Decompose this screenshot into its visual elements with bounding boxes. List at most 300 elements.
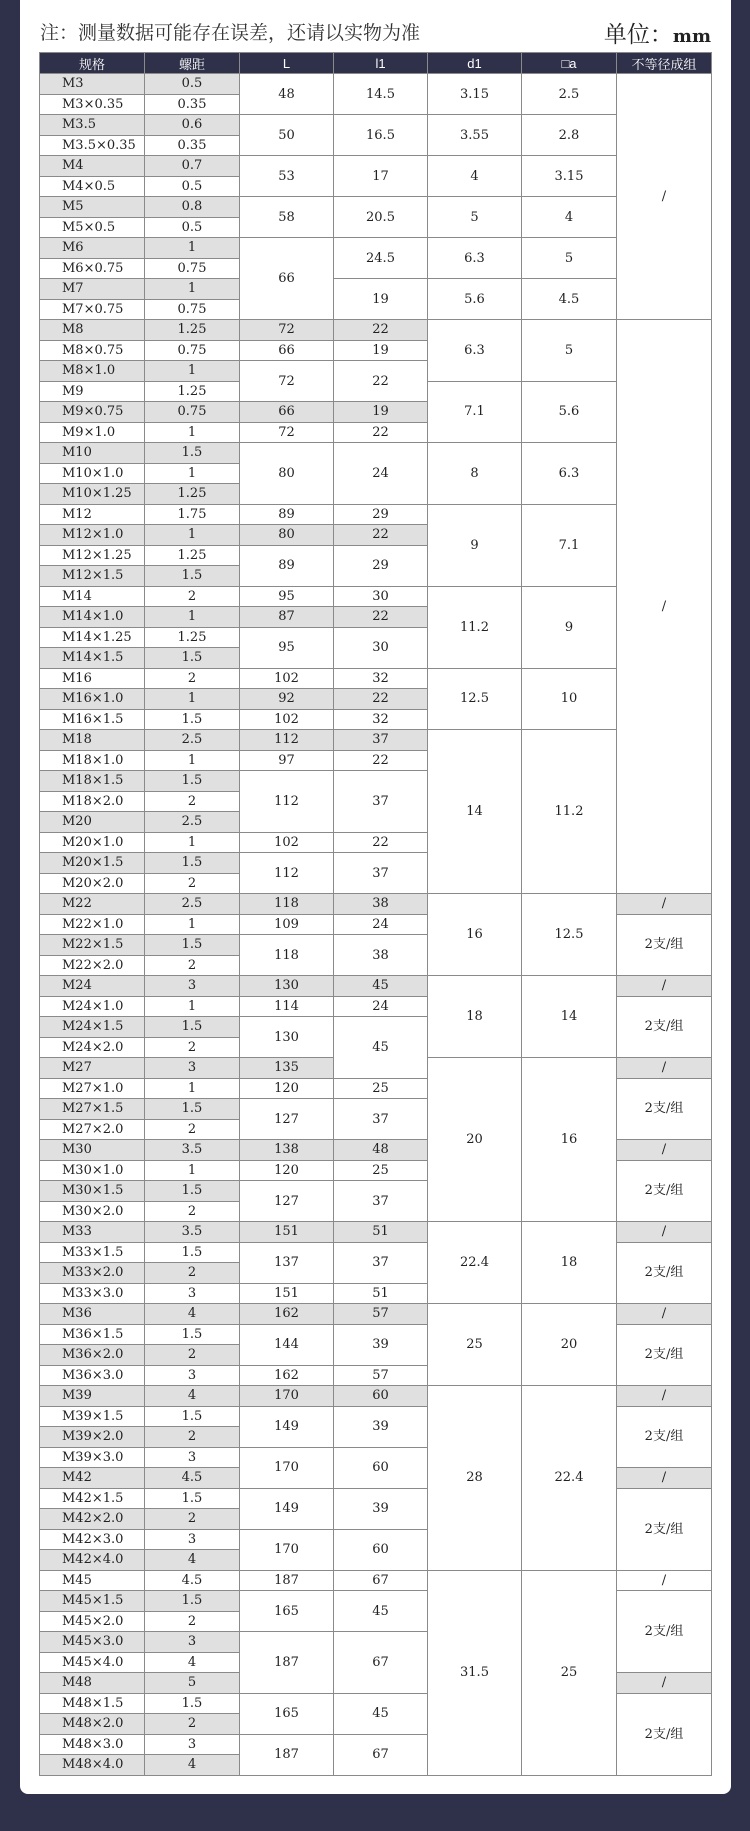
table-cell: 112	[240, 853, 334, 894]
spec-cell: M8	[40, 320, 145, 341]
pitch-cell: 4	[145, 1386, 240, 1407]
table-cell: 89	[240, 545, 334, 586]
spec-cell: M45×3.0	[40, 1632, 145, 1653]
table-cell: 22	[334, 832, 428, 853]
table-cell: 5.6	[428, 279, 522, 320]
table-cell: 165	[240, 1693, 334, 1734]
table-cell: 25	[334, 1160, 428, 1181]
pitch-cell: 4	[145, 1304, 240, 1325]
table-cell: 20	[428, 1058, 522, 1222]
table-row	[40, 504, 712, 525]
table-cell: 22	[334, 525, 428, 546]
header-square: □a	[522, 53, 617, 74]
table-cell: 45	[334, 1591, 428, 1632]
pitch-cell: 4	[145, 1550, 240, 1571]
pitch-cell: 3	[145, 1529, 240, 1550]
table-row	[40, 1304, 712, 1325]
table-cell: 165	[240, 1591, 334, 1632]
spec-cell: M45×4.0	[40, 1652, 145, 1673]
spec-cell: M30×2.0	[40, 1201, 145, 1222]
pitch-cell: 2	[145, 1427, 240, 1448]
header-l1: l1	[334, 53, 428, 74]
table-cell: 37	[334, 1099, 428, 1140]
table-cell: 2支/组	[617, 996, 712, 1058]
spec-cell: M36×3.0	[40, 1365, 145, 1386]
spec-cell: M27×1.0	[40, 1078, 145, 1099]
table-row	[40, 894, 712, 915]
table-cell: 25	[522, 1570, 617, 1775]
table-cell: 95	[240, 627, 334, 668]
table-cell: 72	[240, 361, 334, 402]
table-cell: 114	[240, 996, 334, 1017]
table-cell: 130	[240, 976, 334, 997]
spec-cell: M36	[40, 1304, 145, 1325]
pitch-cell: 4.5	[145, 1570, 240, 1591]
pitch-cell: 3	[145, 1365, 240, 1386]
table-row	[40, 443, 712, 464]
spec-cell: M18×1.5	[40, 771, 145, 792]
pitch-cell: 2	[145, 1714, 240, 1735]
table-cell: 170	[240, 1529, 334, 1570]
table-cell: 48	[240, 74, 334, 115]
spec-cell: M42×3.0	[40, 1529, 145, 1550]
spec-cell: M5×0.5	[40, 217, 145, 238]
table-cell: 2支/组	[617, 1078, 712, 1140]
spec-cell: M6×0.75	[40, 258, 145, 279]
table-cell: 28	[428, 1386, 522, 1571]
table-cell: 109	[240, 914, 334, 935]
table-cell: 24	[334, 914, 428, 935]
table-cell: 7.1	[522, 504, 617, 586]
table-cell: 92	[240, 689, 334, 710]
table-cell: 31.5	[428, 1570, 522, 1775]
pitch-cell: 3	[145, 976, 240, 997]
header-group: 不等径成组	[617, 53, 712, 74]
pitch-cell: 1.5	[145, 1242, 240, 1263]
spec-cell: M30×1.5	[40, 1181, 145, 1202]
table-cell: 37	[334, 1181, 428, 1222]
table-cell: 22	[334, 750, 428, 771]
pitch-cell: 2	[145, 1037, 240, 1058]
table-cell: 102	[240, 832, 334, 853]
table-row	[40, 156, 712, 177]
table-cell: 53	[240, 156, 334, 197]
table-cell: /	[617, 1386, 712, 1407]
header-d1: d1	[428, 53, 522, 74]
table-cell: 170	[240, 1447, 334, 1488]
pitch-cell: 1.25	[145, 381, 240, 402]
table-cell: 51	[334, 1222, 428, 1243]
table-cell: /	[617, 1304, 712, 1325]
spec-cell: M10	[40, 443, 145, 464]
table-cell: 37	[334, 1242, 428, 1283]
pitch-cell: 3.5	[145, 1140, 240, 1161]
pitch-cell: 1.5	[145, 1488, 240, 1509]
table-row	[40, 586, 712, 607]
pitch-cell: 1.25	[145, 320, 240, 341]
spec-cell: M18	[40, 730, 145, 751]
pitch-cell: 3	[145, 1283, 240, 1304]
table-cell: 2支/组	[617, 1693, 712, 1775]
pitch-cell: 1.5	[145, 709, 240, 730]
pitch-cell: 0.35	[145, 94, 240, 115]
table-cell: 38	[334, 935, 428, 976]
pitch-cell: 2	[145, 1263, 240, 1284]
pitch-cell: 1.5	[145, 648, 240, 669]
spec-cell: M48	[40, 1673, 145, 1694]
table-cell: 60	[334, 1386, 428, 1407]
table-cell: /	[617, 74, 712, 320]
spec-cell: M48×2.0	[40, 1714, 145, 1735]
spec-cell: M14×1.0	[40, 607, 145, 628]
table-cell: 45	[334, 1017, 428, 1079]
pitch-cell: 2	[145, 1611, 240, 1632]
pitch-cell: 1.5	[145, 1406, 240, 1427]
spec-cell: M42	[40, 1468, 145, 1489]
pitch-cell: 3	[145, 1734, 240, 1755]
spec-cell: M27×2.0	[40, 1119, 145, 1140]
pitch-cell: 1.25	[145, 545, 240, 566]
pitch-cell: 2.5	[145, 812, 240, 833]
pitch-cell: 3	[145, 1632, 240, 1653]
table-cell: 120	[240, 1078, 334, 1099]
unit-value: mm	[672, 26, 711, 47]
table-cell: 5	[522, 238, 617, 279]
table-cell: 2支/组	[617, 1488, 712, 1570]
table-cell: 72	[240, 422, 334, 443]
pitch-cell: 0.75	[145, 299, 240, 320]
header-pitch: 螺距	[145, 53, 240, 74]
spec-cell: M7×0.75	[40, 299, 145, 320]
table-row	[40, 730, 712, 751]
pitch-cell: 2	[145, 1345, 240, 1366]
spec-cell: M45	[40, 1570, 145, 1591]
table-cell: 14	[522, 976, 617, 1058]
spec-cell: M18×1.0	[40, 750, 145, 771]
table-cell: 138	[240, 1140, 334, 1161]
table-cell: 22	[334, 607, 428, 628]
table-cell: 112	[240, 771, 334, 833]
table-cell: 130	[240, 1017, 334, 1058]
pitch-cell: 1.5	[145, 1099, 240, 1120]
spec-cell: M3×0.35	[40, 94, 145, 115]
pitch-cell: 2.5	[145, 730, 240, 751]
table-cell: 112	[240, 730, 334, 751]
table-cell: 57	[334, 1365, 428, 1386]
table-cell: 135	[240, 1058, 334, 1079]
pitch-cell: 1	[145, 1160, 240, 1181]
pitch-cell: 0.7	[145, 156, 240, 177]
table-cell: 162	[240, 1304, 334, 1325]
pitch-cell: 2	[145, 955, 240, 976]
table-cell: 24	[334, 996, 428, 1017]
table-body	[40, 74, 712, 1776]
table-cell: 7.1	[428, 381, 522, 443]
pitch-cell: 0.75	[145, 402, 240, 423]
spec-cell: M33×3.0	[40, 1283, 145, 1304]
pitch-cell: 1.5	[145, 443, 240, 464]
spec-cell: M39	[40, 1386, 145, 1407]
spec-cell: M22×1.5	[40, 935, 145, 956]
table-cell: 67	[334, 1734, 428, 1775]
table-cell: 187	[240, 1734, 334, 1775]
table-cell: 5.6	[522, 381, 617, 443]
pitch-cell: 5	[145, 1673, 240, 1694]
pitch-cell: 2	[145, 668, 240, 689]
table-cell: 87	[240, 607, 334, 628]
table-cell: 6.3	[428, 238, 522, 279]
table-cell: /	[617, 1673, 712, 1694]
measurement-note: 注：测量数据可能存在误差，还请以实物为准	[40, 22, 421, 44]
spec-cell: M36×1.5	[40, 1324, 145, 1345]
spec-cell: M33×2.0	[40, 1263, 145, 1284]
spec-cell: M20×1.5	[40, 853, 145, 874]
table-cell: 144	[240, 1324, 334, 1365]
pitch-cell: 2	[145, 586, 240, 607]
spec-cell: M24×1.5	[40, 1017, 145, 1038]
table-cell: 22	[334, 689, 428, 710]
table-cell: 14.5	[334, 74, 428, 115]
table-row	[40, 74, 712, 95]
pitch-cell: 2	[145, 791, 240, 812]
table-cell: 67	[334, 1570, 428, 1591]
table-cell: 2支/组	[617, 1324, 712, 1386]
table-row	[40, 976, 712, 997]
table-row	[40, 1386, 712, 1407]
table-cell: 39	[334, 1406, 428, 1447]
table-cell: 97	[240, 750, 334, 771]
pitch-cell: 2	[145, 1509, 240, 1530]
pitch-cell: 0.75	[145, 340, 240, 361]
spec-cell: M42×2.0	[40, 1509, 145, 1530]
pitch-cell: 1.5	[145, 771, 240, 792]
table-cell: 4.5	[522, 279, 617, 320]
table-cell: 137	[240, 1242, 334, 1283]
spec-cell: M5	[40, 197, 145, 218]
pitch-cell: 1.5	[145, 853, 240, 874]
pitch-cell: 1	[145, 607, 240, 628]
table-cell: 22.4	[522, 1386, 617, 1571]
table-cell: 39	[334, 1324, 428, 1365]
table-cell: 19	[334, 279, 428, 320]
table-cell: 95	[240, 586, 334, 607]
table-cell: 20	[522, 1304, 617, 1386]
header-spec: 规格	[40, 53, 145, 74]
table-cell: /	[617, 1222, 712, 1243]
content-card	[20, 0, 731, 1794]
table-row	[40, 115, 712, 136]
table-cell: 58	[240, 197, 334, 238]
pitch-cell: 0.5	[145, 74, 240, 95]
pitch-cell: 3.5	[145, 1222, 240, 1243]
table-cell: 5	[428, 197, 522, 238]
pitch-cell: 2.5	[145, 894, 240, 915]
spec-cell: M27	[40, 1058, 145, 1079]
spec-cell: M12	[40, 504, 145, 525]
pitch-cell: 1.5	[145, 1017, 240, 1038]
table-cell: 118	[240, 935, 334, 976]
spec-cell: M14×1.25	[40, 627, 145, 648]
pitch-cell: 1	[145, 361, 240, 382]
table-cell: 9	[522, 586, 617, 668]
table-row	[40, 279, 712, 300]
spec-cell: M48×1.5	[40, 1693, 145, 1714]
pitch-cell: 0.5	[145, 176, 240, 197]
table-cell: 29	[334, 545, 428, 586]
table-cell: 187	[240, 1632, 334, 1694]
table-cell: 102	[240, 668, 334, 689]
table-cell: 16	[522, 1058, 617, 1222]
spec-cell: M9	[40, 381, 145, 402]
table-cell: 149	[240, 1488, 334, 1529]
table-cell: 19	[334, 340, 428, 361]
spec-cell: M33×1.5	[40, 1242, 145, 1263]
spec-cell: M16	[40, 668, 145, 689]
table-cell: 48	[334, 1140, 428, 1161]
pitch-cell: 4	[145, 1652, 240, 1673]
table-cell: 187	[240, 1570, 334, 1591]
table-cell: /	[617, 320, 712, 894]
table-cell: 162	[240, 1365, 334, 1386]
spec-cell: M7	[40, 279, 145, 300]
table-cell: 18	[428, 976, 522, 1058]
table-cell: 8	[428, 443, 522, 505]
pitch-cell: 1.25	[145, 484, 240, 505]
table-cell: 57	[334, 1304, 428, 1325]
table-cell: 120	[240, 1160, 334, 1181]
pitch-cell: 1	[145, 1078, 240, 1099]
pitch-cell: 1	[145, 463, 240, 484]
pitch-cell: 0.35	[145, 135, 240, 156]
table-cell: 80	[240, 525, 334, 546]
pitch-cell: 4	[145, 1755, 240, 1776]
table-row	[40, 238, 712, 259]
spec-cell: M16×1.5	[40, 709, 145, 730]
table-cell: 80	[240, 443, 334, 505]
table-cell: /	[617, 894, 712, 915]
spec-table	[39, 52, 712, 1776]
table-cell: 102	[240, 709, 334, 730]
table-cell: 19	[334, 402, 428, 423]
spec-cell: M6	[40, 238, 145, 259]
table-cell: 60	[334, 1447, 428, 1488]
pitch-cell: 1.5	[145, 1591, 240, 1612]
table-cell: 6.3	[522, 443, 617, 505]
table-cell: 2支/组	[617, 1242, 712, 1304]
spec-cell: M48×4.0	[40, 1755, 145, 1776]
table-cell: 18	[522, 1222, 617, 1304]
table-cell: 3.15	[522, 156, 617, 197]
table-cell: 4	[522, 197, 617, 238]
spec-cell: M12×1.5	[40, 566, 145, 587]
table-cell: 11.2	[428, 586, 522, 668]
pitch-cell: 3	[145, 1058, 240, 1079]
spec-cell: M3.5×0.35	[40, 135, 145, 156]
table-cell: 14	[428, 730, 522, 894]
spec-cell: M42×1.5	[40, 1488, 145, 1509]
pitch-cell: 1	[145, 525, 240, 546]
table-cell: 10	[522, 668, 617, 730]
table-cell: 12.5	[428, 668, 522, 730]
table-cell: 45	[334, 1693, 428, 1734]
table-cell: 39	[334, 1488, 428, 1529]
table-cell: 16	[428, 894, 522, 976]
table-cell: 16.5	[334, 115, 428, 156]
table-cell: 11.2	[522, 730, 617, 894]
table-cell: 2支/组	[617, 1591, 712, 1673]
pitch-cell: 0.8	[145, 197, 240, 218]
pitch-cell: 2	[145, 873, 240, 894]
pitch-cell: 1.5	[145, 935, 240, 956]
table-cell: 151	[240, 1283, 334, 1304]
pitch-cell: 1.5	[145, 1693, 240, 1714]
table-cell: 2.5	[522, 74, 617, 115]
table-cell: /	[617, 1058, 712, 1079]
table-cell: 66	[240, 238, 334, 320]
spec-cell: M36×2.0	[40, 1345, 145, 1366]
spec-cell: M10×1.0	[40, 463, 145, 484]
table-cell: 29	[334, 504, 428, 525]
pitch-cell: 1	[145, 750, 240, 771]
table-cell: 149	[240, 1406, 334, 1447]
table-cell: 24	[334, 443, 428, 505]
pitch-cell: 1	[145, 996, 240, 1017]
table-cell: 51	[334, 1283, 428, 1304]
table-cell: 127	[240, 1181, 334, 1222]
pitch-cell: 1	[145, 279, 240, 300]
table-cell: 151	[240, 1222, 334, 1243]
spec-cell: M9×1.0	[40, 422, 145, 443]
header-row	[40, 53, 712, 74]
unit-prefix: 单位：	[603, 22, 673, 48]
spec-cell: M30×1.0	[40, 1160, 145, 1181]
pitch-cell: 4.5	[145, 1468, 240, 1489]
spec-cell: M12×1.0	[40, 525, 145, 546]
spec-cell: M20×1.0	[40, 832, 145, 853]
pitch-cell: 0.6	[145, 115, 240, 136]
table-cell: 32	[334, 668, 428, 689]
spec-cell: M48×3.0	[40, 1734, 145, 1755]
spec-cell: M30	[40, 1140, 145, 1161]
spec-cell: M8×1.0	[40, 361, 145, 382]
table-cell: 25	[334, 1078, 428, 1099]
table-cell: 127	[240, 1099, 334, 1140]
table-cell: 37	[334, 853, 428, 894]
spec-cell: M24	[40, 976, 145, 997]
table-cell: 32	[334, 709, 428, 730]
pitch-cell: 0.5	[145, 217, 240, 238]
table-cell: 118	[240, 894, 334, 915]
pitch-cell: 1	[145, 832, 240, 853]
table-cell: 60	[334, 1529, 428, 1570]
header-length: L	[240, 53, 334, 74]
table-cell: 4	[428, 156, 522, 197]
spec-cell: M16×1.0	[40, 689, 145, 710]
table-cell: 45	[334, 976, 428, 997]
pitch-cell: 1	[145, 689, 240, 710]
spec-cell: M8×0.75	[40, 340, 145, 361]
spec-cell: M24×1.0	[40, 996, 145, 1017]
table-cell: 3.55	[428, 115, 522, 156]
spec-cell: M33	[40, 1222, 145, 1243]
table-cell: 66	[240, 402, 334, 423]
pitch-cell: 1.5	[145, 566, 240, 587]
spec-cell: M10×1.25	[40, 484, 145, 505]
pitch-cell: 1.75	[145, 504, 240, 525]
pitch-cell: 1	[145, 422, 240, 443]
table-cell: 2支/组	[617, 1406, 712, 1468]
spec-cell: M4	[40, 156, 145, 177]
